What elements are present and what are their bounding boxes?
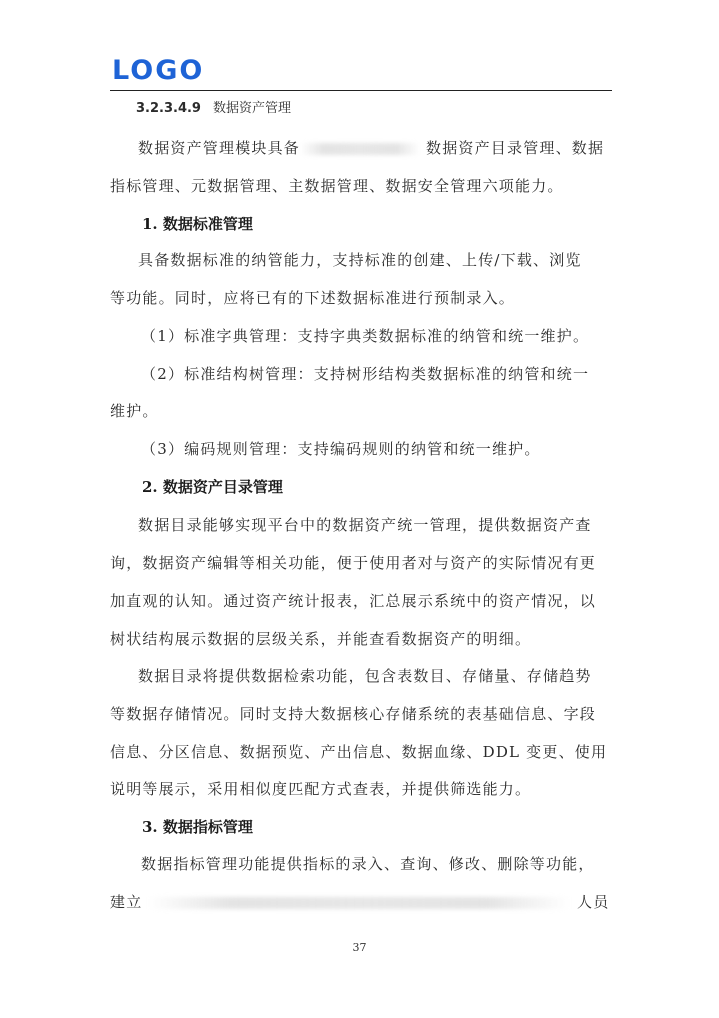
- sub1-line-5: 维护。: [110, 402, 159, 420]
- sub3-heading: 3. 数据指标管理: [142, 818, 253, 836]
- sub1-heading: 1. 数据标准管理: [142, 215, 253, 233]
- sub3-line-1: 数据指标管理功能提供指标的录入、查询、修改、删除等功能，: [141, 855, 595, 873]
- sub3-line-2a: 建立: [110, 893, 143, 911]
- sub3-line-2b: 人员: [577, 893, 610, 911]
- sub2-line-4: 树状结构展示数据的层级关系，并能查看数据资产的明细。: [110, 630, 532, 648]
- sub2-heading: 2. 数据资产目录管理: [142, 478, 283, 496]
- sub1-line-1: 具备数据标准的纳管能力，支持标准的创建、上传/下载、浏览: [138, 251, 582, 269]
- sub2-line-3: 加直观的认知。通过资产统计报表，汇总展示系统中的资产情况，以: [110, 592, 597, 610]
- sub1-line-2: 等功能。同时，应将已有的下述数据标准进行预制录入。: [110, 289, 516, 307]
- sub2-line-6: 等数据存储情况。同时支持大数据核心存储系统的表基础信息、字段: [110, 705, 597, 723]
- section-title: [136, 100, 291, 118]
- redaction-blur: [300, 143, 420, 155]
- page-number: 37: [352, 941, 367, 954]
- sub2-line-2: 询，数据资产编辑等相关功能，便于使用者对与资产的实际情况有更: [110, 554, 597, 572]
- intro-line-1b: 数据资产目录管理、数据: [426, 139, 605, 157]
- sub1-line-4: （2）标准结构树管理：支持树形结构类数据标准的纳管和统一: [141, 365, 590, 383]
- sub2-line-7: 信息、分区信息、数据预览、产出信息、数据血缘、DDL 变更、使用: [110, 743, 608, 761]
- redaction-blur: [148, 897, 570, 909]
- sub2-line-1: 数据目录能够实现平台中的数据资产统一管理，提供数据资产查: [138, 516, 592, 534]
- sub2-line-5: 数据目录将提供数据检索功能，包含表数目、存储量、存储趋势: [138, 667, 592, 685]
- sub2-line-8: 说明等展示，采用相似度匹配方式查表，并提供筛选能力。: [110, 780, 532, 798]
- section-title-text: 数据资产管理: [212, 101, 291, 116]
- header-rule: [110, 90, 612, 91]
- sub1-line-3: （1）标准字典管理：支持字典类数据标准的纳管和统一维护。: [141, 327, 590, 345]
- sub1-line-6: （3）编码规则管理：支持编码规则的纳管和统一维护。: [141, 440, 541, 458]
- logo: LOGO: [112, 55, 205, 86]
- intro-line-2: 指标管理、元数据管理、主数据管理、数据安全管理六项能力。: [110, 177, 564, 195]
- intro-line-1a: 数据资产管理模块具备: [138, 139, 301, 157]
- section-number: 3.2.3.4.9: [136, 101, 201, 116]
